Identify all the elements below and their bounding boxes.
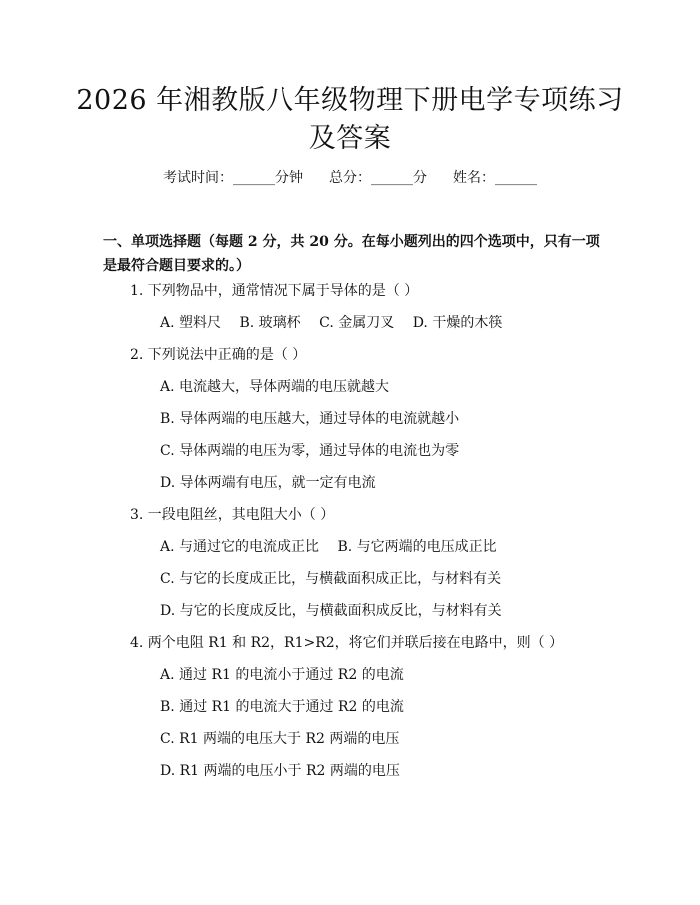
title-line-1: 2026 年湘教版八年级物理下册电学专项练习 bbox=[76, 85, 624, 116]
question-options bbox=[160, 313, 502, 333]
question-stem: 4. 两个电阻 R1 和 R2，R1>R2，将它们并联后接在电路中，则（ ） bbox=[130, 635, 564, 651]
section-heading: 一、单项选择题（每题 2 分，共 20 分。在每小题列出的四个选项中，只有一项是最符合题目要求的。） bbox=[103, 234, 600, 274]
option-a: A. 塑料尺 bbox=[160, 315, 222, 331]
title-line-2: 及答案 bbox=[308, 123, 392, 154]
question-stem: 3. 一段电阻丝，其电阻大小（ ） bbox=[130, 507, 335, 523]
exam-time: 考试时间：______分钟 bbox=[163, 170, 303, 186]
option-d: D. R1 两端的电压小于 R2 两端的电压 bbox=[160, 763, 400, 779]
option-a: A. 与通过它的电流成正比 bbox=[160, 539, 320, 555]
option-b: B. 通过 R1 的电流大于通过 R2 的电流 bbox=[160, 699, 404, 715]
option-c: C. 金属刀叉 bbox=[319, 315, 395, 331]
document-title bbox=[70, 82, 630, 158]
question-options bbox=[160, 537, 497, 557]
option-a: A. 电流越大，导体两端的电压就越大 bbox=[160, 379, 390, 395]
exam-total-score: 总分：______分 bbox=[329, 170, 427, 186]
option-c: C. 导体两端的电压为零，通过导体的电流也为零 bbox=[160, 443, 460, 459]
exam-meta bbox=[0, 168, 700, 188]
question-stem: 2. 下列说法中正确的是（ ） bbox=[130, 347, 307, 363]
option-b: B. 导体两端的电压越大，通过导体的电流就越小 bbox=[160, 411, 460, 427]
option-d: D. 与它的长度成反比，与横截面积成反比，与材料有关 bbox=[160, 603, 502, 619]
option-b: B. 与它两端的电压成正比 bbox=[337, 539, 497, 555]
option-b: B. 玻璃杯 bbox=[239, 315, 301, 331]
option-a: A. 通过 R1 的电流小于通过 R2 的电流 bbox=[160, 667, 404, 683]
option-d: D. 导体两端有电压，就一定有电流 bbox=[160, 475, 376, 491]
option-c: C. 与它的长度成正比，与横截面积成正比，与材料有关 bbox=[160, 571, 502, 587]
question-stem: 1. 下列物品中，通常情况下属于导体的是（ ） bbox=[130, 283, 419, 299]
exam-name: 姓名：______ bbox=[453, 170, 537, 186]
option-c: C. R1 两端的电压大于 R2 两端的电压 bbox=[160, 731, 400, 747]
option-d: D. 干燥的木筷 bbox=[412, 315, 503, 331]
